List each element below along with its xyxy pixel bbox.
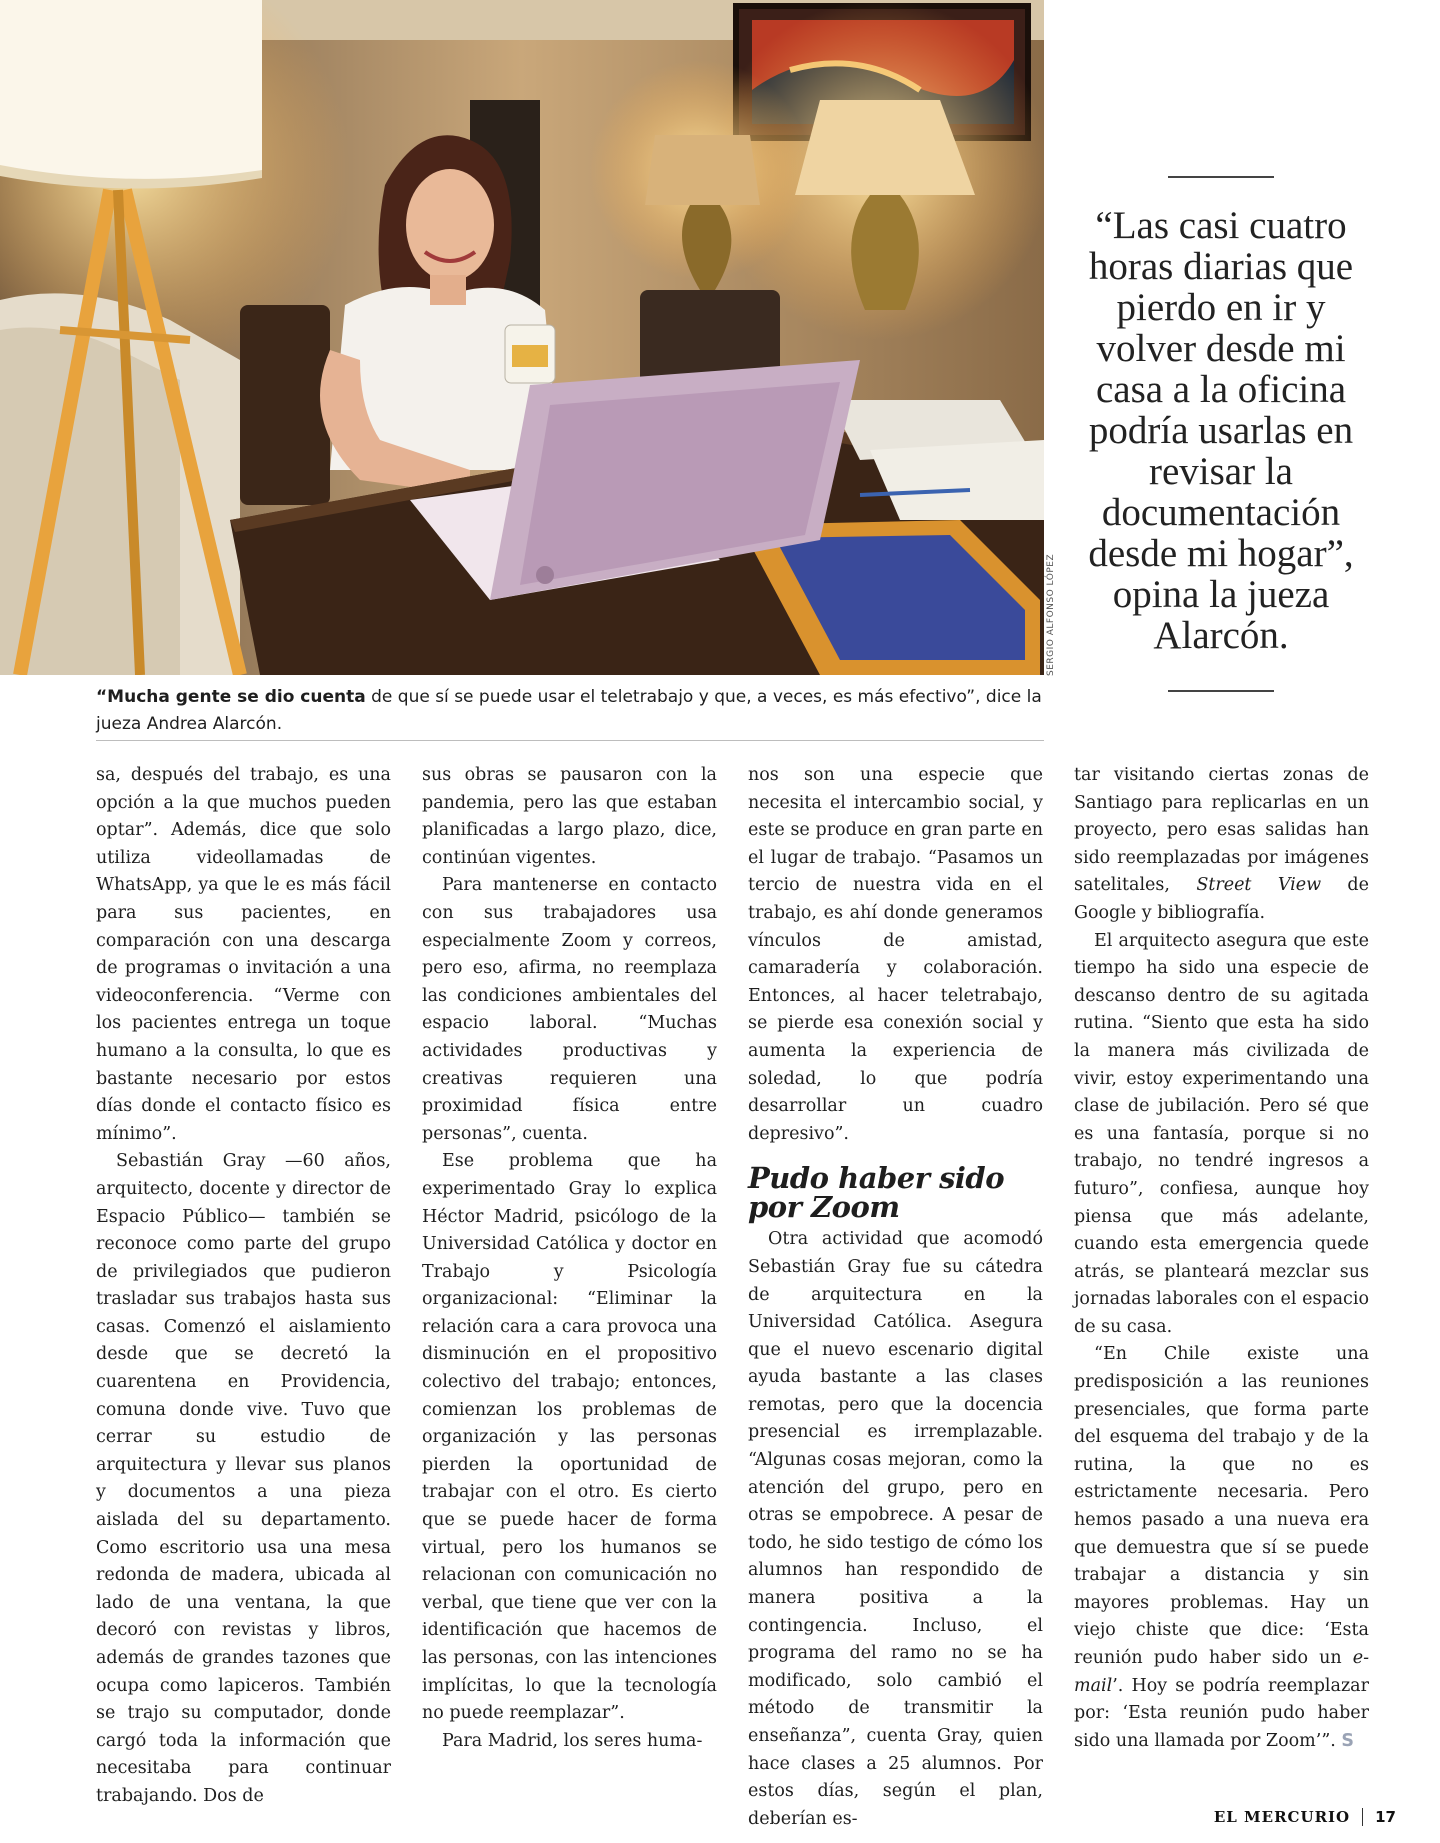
italic-run: Street View xyxy=(1196,875,1322,896)
caption-lead: “Mucha gente se dio cuenta xyxy=(96,687,366,707)
paragraph: Para mantenerse en contacto con sus trabajadores usa especialmente Zoom y correos, pero eso, afirma, no reemplaza las condiciones ambientales del espacio laboral. “Muchas actividades productivas y creativas requieren una proximidad física entre personas”, cuenta. xyxy=(422,875,717,1144)
caption-text: de que sí se puede usar el teletrabajo y que, a veces, es más efectivo”, dice la jueza Andrea Alarcón. xyxy=(96,687,1042,734)
article-photo xyxy=(0,0,1044,675)
paragraph: nos son una especie que necesita el intercambio social, y este se produce en gran parte en el lugar de trabajo. “Pasamos un tercio de nuestra vida en el trabajo, es ahí donde generamos vínculos de amistad, camaradería y colaboración. Entonces, al hacer teletrabajo, se pierde esa conexión social y aumenta la experiencia de soledad, lo que podría desarrollar un cuadro depresivo”. xyxy=(748,765,1043,1144)
photo-woman-laptop-illustration xyxy=(0,0,1044,675)
section-subhead: Pudo haber sido por Zoom xyxy=(748,1161,1005,1225)
paragraph: sa, después del trabajo, es una opción a la que muchos pueden optar”. Además, dice que solo utiliza videollamadas de WhatsApp, ya que le es más fácil para sus pacientes, en comparación con una descarga de programas o invitación a una videoconferencia. “Verme con los pacientes entrega un toque humano a la consulta, lo que es bastante necesario por estos días donde el contacto físico es mínimo”. xyxy=(96,765,391,1144)
paragraph xyxy=(1074,762,1369,928)
caption-divider xyxy=(96,740,1044,741)
publication-name: EL MERCURIO xyxy=(1213,1808,1351,1826)
photo-credit: SERGIO ALFONSO LÓPEZ xyxy=(1046,553,1056,676)
text-run: de Google y bibliografía. xyxy=(1074,875,1369,923)
paragraph: Sebastián Gray —60 años, arquitecto, docente y director de Espacio Público— también se reconoce como parte del grupo de privilegiados que pudieron trasladar sus trabajos hasta sus casas. Comenzó el aislamiento desde que se decretó la cuarentena en Providencia, comuna donde vive. Tuvo que cerrar su estudio de arquitectura y llevar sus planos y documentos a una pieza aislada del su departamento. Como escritorio usa una mesa redonda de madera, ubicada al lado de una ventana, la que decoró con revistas y libros, además de grandes tazones que ocupa como lapiceros. También se trajo su computador, donde cargó toda la información que necesitaba para continuar trabajando. Dos de xyxy=(96,1151,391,1806)
end-mark: S xyxy=(1341,1730,1355,1751)
page-number: 17 xyxy=(1375,1808,1396,1826)
paragraph xyxy=(1074,1341,1369,1755)
body-column-2 xyxy=(422,762,717,1755)
paragraph: Ese problema que ha experimentado Gray lo explica Héctor Madrid, psicólogo de la Universidad Católica y doctor en Trabajo y Psicología organizacional: “Eliminar la relación cara a cara provoca una disminución en el propositivo colectivo del trabajo; entonces, comienzan los problemas de organización y las personas pierden la oportunidad de trabajar con el otro. Es cierto que se puede hacer de forma virtual, pero los humanos se relacionan con comunicación no verbal, que tiene que ver con la identificación que hacemos de las personas, con las intenciones implícitas, lo que la tecnología no puede reemplazar”. xyxy=(422,1151,717,1724)
paragraph: El arquitecto asegura que este tiempo ha sido una especie de descanso dentro de su agitada rutina. “Siento que esta ha sido la manera más civilizada de vivir, estoy experimentando una clase de jubilación. Pero sé que es una fantasía, porque si no trabajo, no tendré ingresos a futuro”, confiesa, aunque hoy piensa que más adelante, cuando esta emergencia quede atrás, se planteará mezclar sus jornadas laborales con el espacio de su casa. xyxy=(1074,930,1369,1337)
body-column-4 xyxy=(1074,762,1369,1755)
page-footer xyxy=(1214,1808,1396,1826)
text-run: tar visitando ciertas zonas de Santiago para replicarlas en un proyecto, pero esas salidas han sido reemplazadas por imágenes satelitales, xyxy=(1074,765,1369,896)
italic-run: e-mail xyxy=(1074,1648,1369,1696)
footer-separator xyxy=(1362,1808,1363,1826)
pullquote-top-rule xyxy=(1168,176,1274,178)
pull-quote: “Las casi cuatro horas diarias que pierdo en ir y volver desde mi casa a la oficina podría usarlas en revisar la documentación desde mi hogar”, opina la jueza Alarcón. xyxy=(1088,204,1354,657)
text-run: “En Chile existe una predisposición a las reuniones presenciales, que forma parte del esquema del trabajo y de la rutina, la que no es estrictamente necesaria. Pero hemos pasado a una nueva era que demuestra que sí se puede trabajar a distancia y sin mayores problemas. Hay un viejo chiste que dice: ‘Esta reunión pudo haber sido un xyxy=(1074,1344,1369,1668)
body-column-3 xyxy=(748,762,1043,1833)
paragraph: sus obras se pausaron con la pandemia, pero las que estaban planificadas a largo plazo, dice, continúan vigentes. xyxy=(422,765,717,868)
paragraph: Otra actividad que acomodó Sebastián Gray fue su cátedra de arquitectura en la Universidad Católica. Asegura que el nuevo escenario digital ayuda bastante a las clases remotas, pero que la docencia presencial es irremplazable. “Algunas cosas mejoran, como la atención del grupo, pero en otras se empobrece. A pesar de todo, he sido testigo de cómo los alumnos han respondido de manera positiva a la contingencia. Incluso, el programa del ramo no se ha modificado, solo cambió el método de transmitir la enseñanza”, cuenta Gray, quien hace clases a 25 alumnos. Por estos días, según el plan, deberían es- xyxy=(748,1229,1043,1829)
photo-caption xyxy=(96,684,1044,738)
body-column-1 xyxy=(96,762,391,1811)
paragraph: Para Madrid, los seres huma- xyxy=(442,1730,703,1751)
pullquote-bottom-rule xyxy=(1168,690,1274,692)
text-run: ’. Hoy se podría reemplazar por: ‘Esta reunión pudo haber sido una llamada por Zoom’”. xyxy=(1074,1675,1369,1751)
